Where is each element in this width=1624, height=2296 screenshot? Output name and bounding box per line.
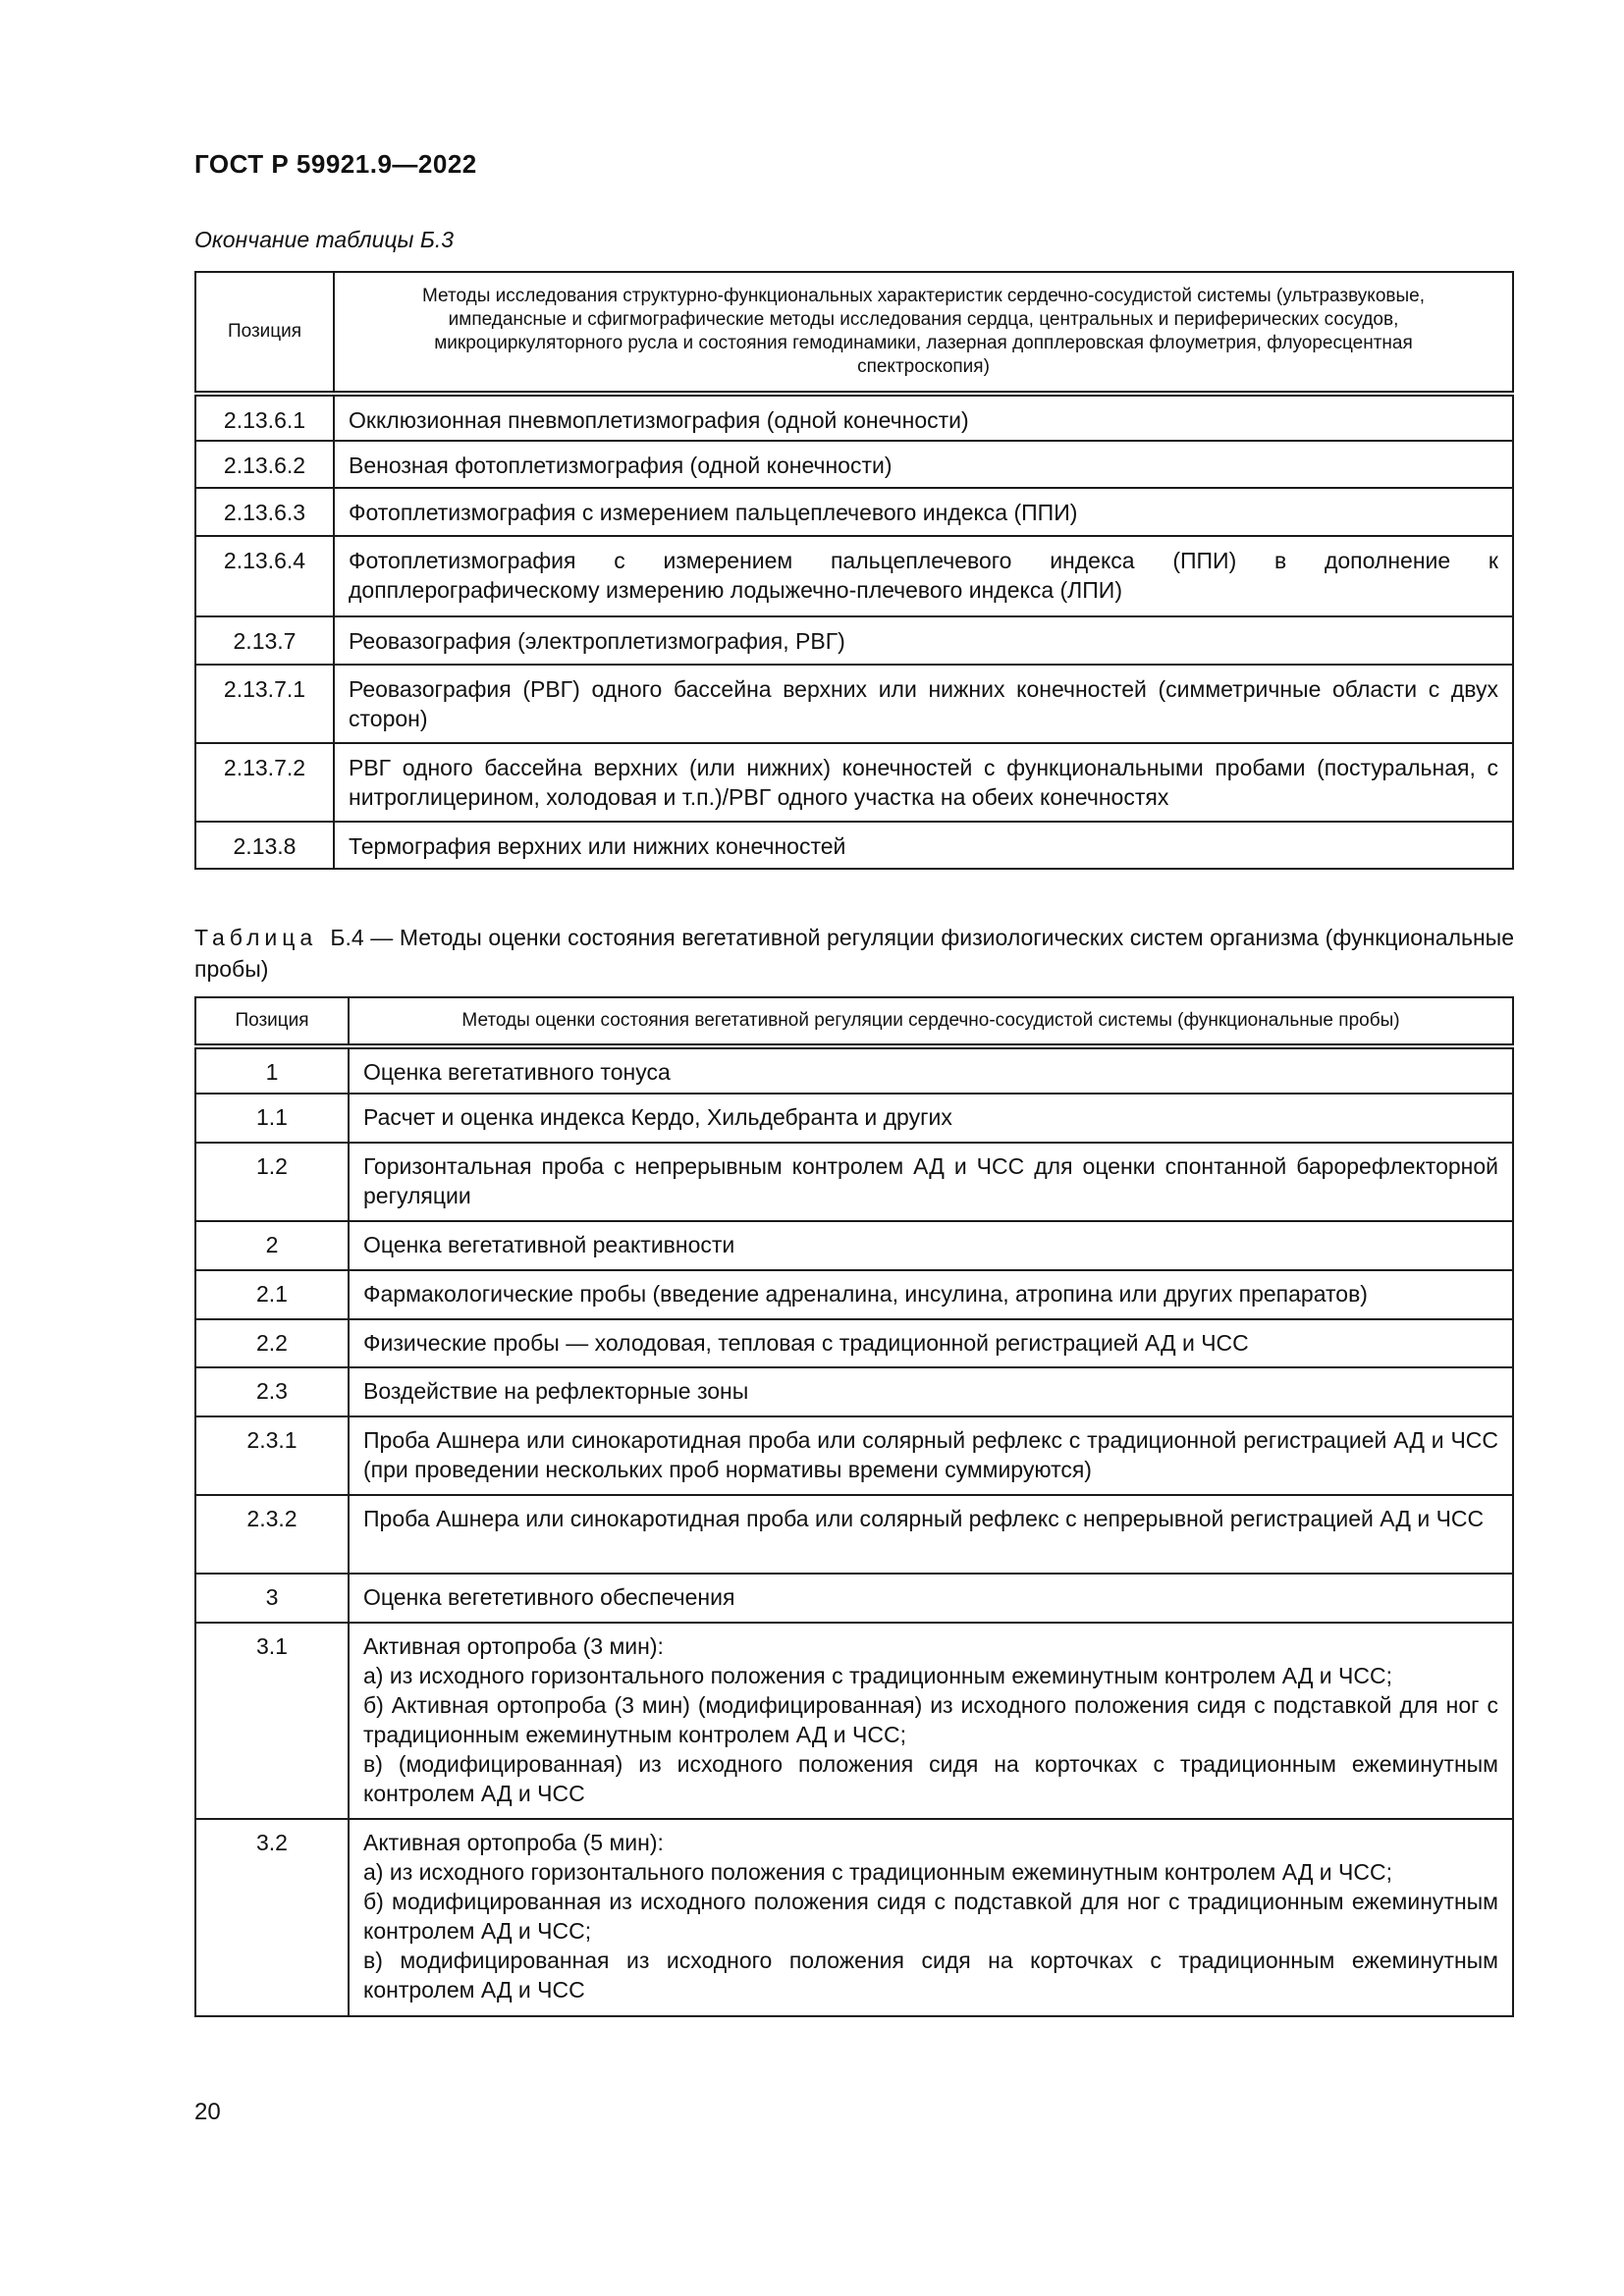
column-header-position: Позиция [195,997,349,1046]
row-text: Реовазография (электроплетизмография, РВГ) [334,616,1513,665]
row-text: Активная ортопроба (3 мин): а) из исходного горизонтального положения с традиционным ежеминутным контролем АД и ЧСС; б) Активная ортопроба (3 мин) (модифицированная) из исходного положения сидя с подставкой для ног с традиционным ежеминутным контролем АД и ЧСС; в) (модифицированная) из исходного положения сидя на корточках с традиционным ежеминутным контролем АД и ЧСС [349,1623,1513,1819]
row-text: Фотоплетизмография с измерением пальцеплечевого индекса (ППИ) [334,488,1513,536]
page-number: 20 [194,2099,221,2125]
row-text: Венозная фотоплетизмография (одной конечности) [334,441,1513,488]
row-position: 1 [195,1046,349,1094]
table-row [195,394,1513,441]
table-row [195,1367,1513,1416]
table-row [195,665,1513,743]
table-row [195,1319,1513,1367]
row-position: 3.2 [195,1819,349,2016]
row-position: 2.13.6.1 [195,394,334,441]
row-text: РВГ одного бассейна верхних (или нижних) конечностей с функциональными пробами (постуральная, с нитроглицерином, холодовая и т.п.)/РВГ одного участка на обеих конечностях [334,743,1513,822]
row-position: 3 [195,1574,349,1623]
row-position: 2.3.1 [195,1416,349,1495]
row-position: 1.1 [195,1094,349,1143]
table-row [195,1143,1513,1221]
row-text: Воздействие на рефлекторные зоны [349,1367,1513,1416]
table-row [195,1819,1513,2016]
row-position: 2.2 [195,1319,349,1367]
row-text: Расчет и оценка индекса Кердо, Хильдебранта и других [349,1094,1513,1143]
row-position: 2.1 [195,1270,349,1319]
row-text: Оценка вегетативной реактивности [349,1221,1513,1270]
table-row [195,1623,1513,1819]
table-row [195,1221,1513,1270]
row-position: 2.13.8 [195,822,334,869]
table-header-row [195,997,1513,1046]
column-header-position: Позиция [195,272,334,394]
column-header-methods: Методы оценки состояния вегетативной регуляции сердечно-сосудистой системы (функциональные пробы) [349,997,1513,1046]
row-text: Физические пробы — холодовая, тепловая с традиционной регистрацией АД и ЧСС [349,1319,1513,1367]
row-position: 2.13.7.1 [195,665,334,743]
table-row [195,616,1513,665]
table-row [195,1574,1513,1623]
row-text: Горизонтальная проба с непрерывным контролем АД и ЧСС для оценки спонтанной барорефлекторной регуляции [349,1143,1513,1221]
row-position: 2.13.6.3 [195,488,334,536]
table-row [195,822,1513,869]
row-text: Фармакологические пробы (введение адреналина, инсулина, атропина или других препаратов) [349,1270,1513,1319]
table-header-row [195,272,1513,394]
row-text: Оценка вегететивного обеспечения [349,1574,1513,1623]
table-row [195,441,1513,488]
table-b4 [194,996,1514,2017]
table-row [195,743,1513,822]
row-position: 1.2 [195,1143,349,1221]
table-b4-caption [194,922,1514,985]
table-row [195,1495,1513,1574]
table-b4-caption-text: Б.4 — Методы оценки состояния вегетативной регуляции физиологических систем организма (функциональные пробы) [194,925,1515,982]
table-b4-caption-label: Таблица [194,925,318,950]
table-row [195,1416,1513,1495]
row-text: Фотоплетизмография с измерением пальцеплечевого индекса (ППИ) в дополнение к допплерографическому измерению лодыжечно-плечевого индекса (ЛПИ) [334,536,1513,616]
row-text: Проба Ашнера или синокаротидная проба или солярный рефлекс с традиционной регистрацией АД и ЧСС (при проведении нескольких проб нормативы времени суммируются) [349,1416,1513,1495]
row-position: 2.13.7.2 [195,743,334,822]
row-text: Активная ортопроба (5 мин): а) из исходного горизонтального положения с традиционным ежеминутным контролем АД и ЧСС; б) модифицированная из исходного положения сидя с подставкой для ног с традиционным ежеминутным контролем АД и ЧСС; в) модифицированная из исходного положения сидя на корточках с традиционным ежеминутным контролем АД и ЧСС [349,1819,1513,2016]
document-code: ГОСТ Р 59921.9—2022 [194,149,477,179]
row-position: 2.3 [195,1367,349,1416]
row-position: 2.13.6.2 [195,441,334,488]
row-position: 2.13.6.4 [195,536,334,616]
row-text: Реовазография (РВГ) одного бассейна верхних или нижних конечностей (симметричные области с двух сторон) [334,665,1513,743]
table-row [195,1270,1513,1319]
table-row [195,536,1513,616]
table-b3 [194,271,1514,870]
row-text: Окклюзионная пневмоплетизмография (одной конечности) [334,394,1513,441]
table-b3-caption: Окончание таблицы Б.3 [194,227,455,252]
table-row [195,1094,1513,1143]
row-position: 2 [195,1221,349,1270]
table-row [195,1046,1513,1094]
row-position: 2.3.2 [195,1495,349,1574]
row-text: Проба Ашнера или синокаротидная проба или солярный рефлекс с непрерывной регистрацией АД и ЧСС [349,1495,1513,1574]
row-text: Термография верхних или нижних конечностей [334,822,1513,869]
row-text: Оценка вегетативного тонуса [349,1046,1513,1094]
column-header-methods: Методы исследования структурно-функциональных характеристик сердечно-сосудистой системы (ультразвуковые, импедансные и сфигмографические методы исследования сердца, центральных и периферических сосудов, микроциркуляторного русла и состояния гемодинамики, лазерная допплеровская флоуметрия, флуоресцентная спектроскопия) [334,272,1513,394]
table-row [195,488,1513,536]
row-position: 3.1 [195,1623,349,1819]
row-position: 2.13.7 [195,616,334,665]
